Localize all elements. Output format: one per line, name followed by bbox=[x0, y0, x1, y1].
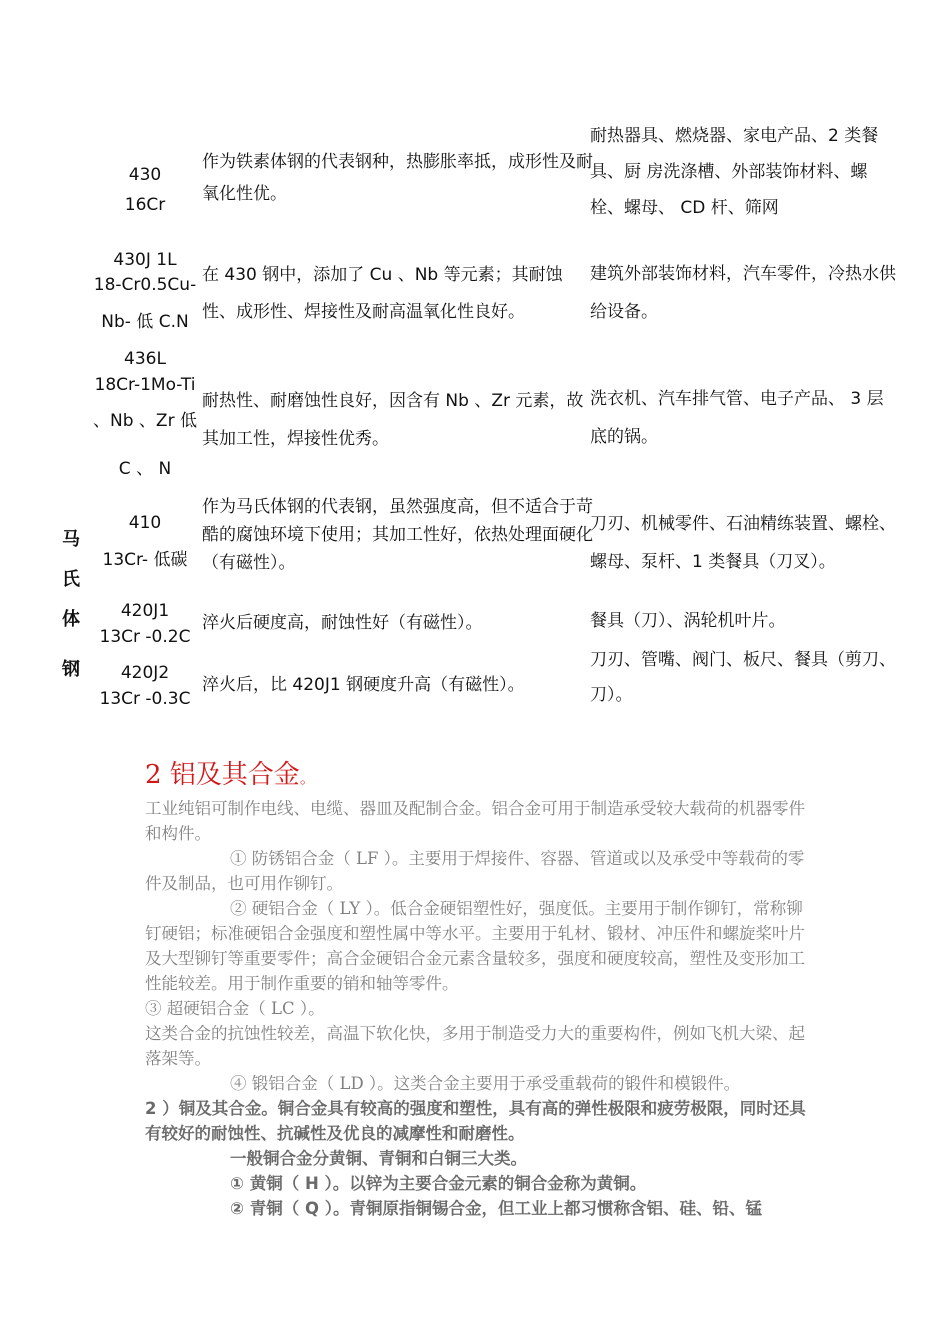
usage-cell: 建筑外部装饰材料，汽车零件，冷热水供给设备。 bbox=[590, 264, 896, 322]
bold-paragraph: ② 青铜（ Q ）。青铜原指铜锡合金，但工业上都习惯称含铝、硅、铅、锰 bbox=[230, 1199, 762, 1218]
grade-cell bbox=[75, 162, 215, 218]
description-cell: 作为马氏体钢的代表钢，虽然强度高，但不适合于苛酷的腐蚀环境下使用；其加工性好，依热处理面硬化（有磁性）。 bbox=[202, 497, 593, 573]
grade-cell bbox=[75, 346, 215, 482]
paragraph: ② 硬铝合金（ LY ）。低合金硬铝塑性好，强度低。主要用于制作铆钉，常称铆钉硬铝；标准硬铝合金强度和塑性属中等水平。主要用于轧材、锻材、冲压件和螺旋桨叶片及大型铆钉等重要零件；高合金硬铝合金元素含量较多，强度和硬度较高，塑性及变形加工性能较差。用于制作重要的销和轴等零件。 bbox=[145, 899, 805, 993]
bold-paragraph: ① 黄铜（ H ）。以锌为主要合金元素的铜合金称为黄铜。 bbox=[230, 1174, 647, 1193]
grade-line: Nb- 低 C.N bbox=[101, 312, 189, 332]
category-char: 氏 bbox=[62, 569, 80, 590]
grade-line: 420J1 bbox=[120, 601, 170, 621]
usage-cell: 耐热器具、燃烧器、家电产品、2 类餐具、厨 房洗涤槽、外部装饰材料、螺栓、螺母、 CD 杆、筛网 bbox=[590, 126, 879, 218]
grade-line: 436L bbox=[124, 349, 166, 369]
bold-paragraph: 2 ）铜及其合金。铜合金具有较高的强度和塑性，具有高的弹性极限和疲劳极限，同时还具有较好的耐蚀性、抗碱性及优良的减摩性和耐磨性。 bbox=[145, 1099, 806, 1143]
grade-line: 18Cr-1Mo-Ti bbox=[94, 375, 196, 395]
grade-line: 410 bbox=[128, 513, 162, 533]
description-cell: 在 430 钢中，添加了 Cu 、Nb 等元素；其耐蚀性、成形性、焊接性及耐高温氧化性良好。 bbox=[202, 265, 563, 322]
grade-cell bbox=[75, 248, 215, 335]
usage-cell: 餐具（刀）、涡轮机叶片。 bbox=[590, 611, 786, 631]
description-cell: 淬火后，比 420J1 钢硬度升高（有磁性）。 bbox=[202, 675, 525, 695]
grade-line: 13Cr -0.2C bbox=[99, 627, 191, 647]
grade-line: 、Nb 、Zr 低 bbox=[93, 411, 197, 431]
paragraph: 工业纯铝可制作电线、电缆、器皿及配制合金。铝合金可用于制造承受较大载荷的机器零件和构件。 bbox=[145, 799, 805, 843]
grade-line: 430 bbox=[128, 165, 162, 185]
usage-cell: 刀刃、机械零件、石油精练装置、螺栓、螺母、泵杆、1 类餐具（刀叉）。 bbox=[590, 514, 896, 572]
category-char: 体 bbox=[62, 609, 80, 630]
grade-cell bbox=[75, 660, 215, 712]
bold-paragraph: 一般铜合金分黄铜、青铜和白铜三大类。 bbox=[230, 1149, 527, 1168]
grade-line: C 、 N bbox=[118, 459, 172, 479]
description-cell: 耐热性、耐磨蚀性良好，因含有 Nb 、Zr 元素，故其加工性，焊接性优秀。 bbox=[202, 391, 584, 449]
grade-line: 16Cr bbox=[124, 195, 166, 215]
section-title-text: 2 铝及其合金 bbox=[145, 760, 300, 790]
paragraph: 这类合金的抗蚀性较差，高温下软化快，多用于制造受力大的重要构件，例如飞机大梁、起落架等。 bbox=[145, 1024, 805, 1068]
section-title-dot: 。 bbox=[299, 769, 315, 787]
description-cell: 作为铁素体钢的代表钢种，热膨胀率抵，成形性及耐氧化性优。 bbox=[202, 152, 593, 204]
grade-line: 430J 1L bbox=[113, 250, 177, 270]
paragraph: ④ 锻铝合金（ LD ）。这类合金主要用于承受重载荷的锻件和模锻件。 bbox=[230, 1074, 741, 1093]
section-title bbox=[145, 754, 315, 791]
description-cell: 淬火后硬度高，耐蚀性好（有磁性）。 bbox=[202, 613, 483, 633]
usage-cell: 洗衣机、汽车排气管、电子产品、 3 层底的锅。 bbox=[590, 389, 884, 447]
paragraph: ① 防锈铝合金（ LF ）。主要用于焊接件、容器、管道或以及承受中等载荷的零件及制品，也可用作铆钉。 bbox=[145, 849, 805, 893]
paragraph: ③ 超硬铝合金（ LC ）。 bbox=[145, 999, 325, 1018]
grade-line: 420J2 bbox=[120, 663, 170, 683]
category-char: 钢 bbox=[62, 659, 80, 680]
grade-line: 18-Cr0.5Cu- bbox=[93, 275, 197, 295]
grade-line: 13Cr- 低碳 bbox=[102, 550, 188, 570]
usage-cell: 刀刃、管嘴、阀门、板尺、餐具（剪刀、刀）。 bbox=[590, 650, 896, 705]
grade-cell bbox=[75, 510, 215, 573]
grade-cell bbox=[75, 598, 215, 650]
category-char: 马 bbox=[62, 529, 80, 550]
grade-line: 13Cr -0.3C bbox=[99, 689, 191, 709]
